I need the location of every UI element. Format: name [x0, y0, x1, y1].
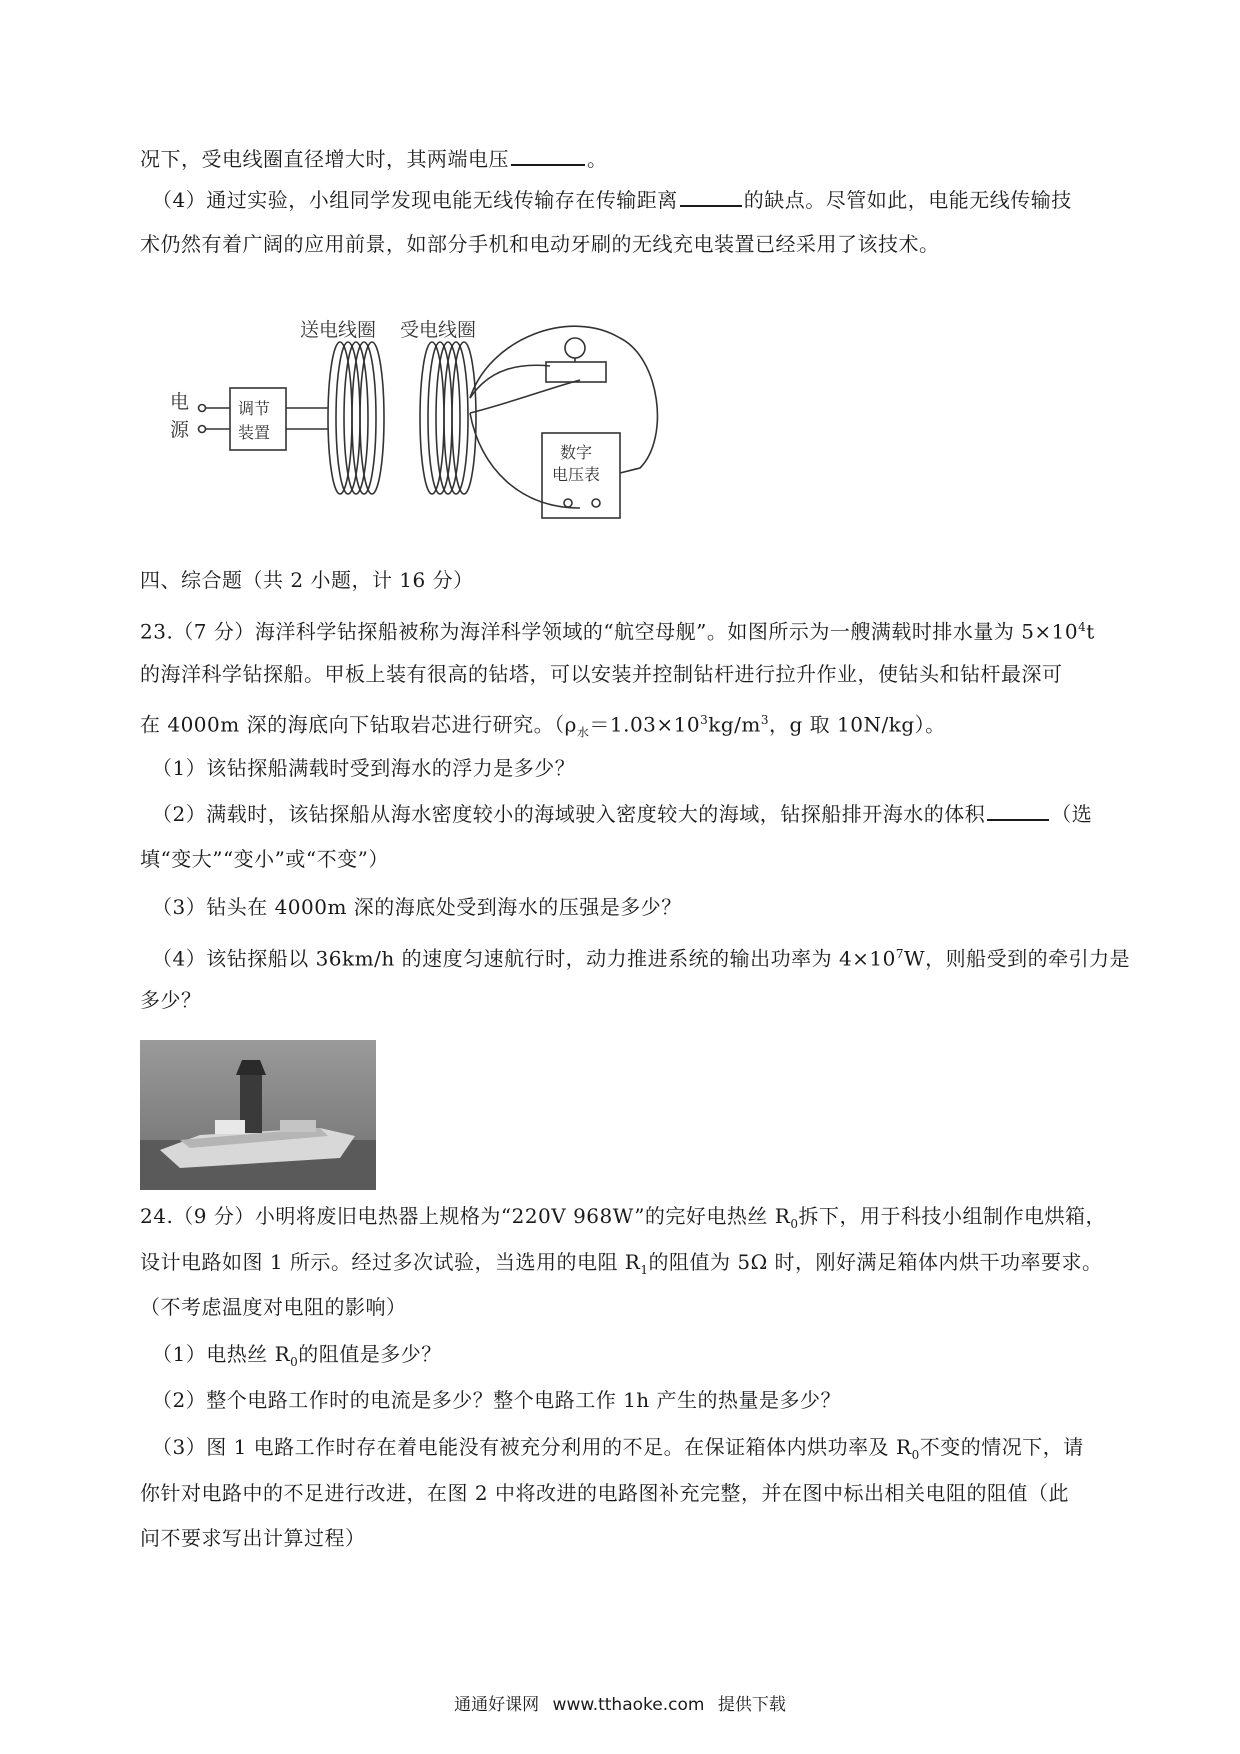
footer-note: 提供下载 — [717, 1695, 786, 1715]
q23-part-3: （3）钻头在 4000m 深的海底处受到海水的压强是多少？ — [152, 895, 682, 919]
answer-blank[interactable] — [511, 146, 585, 166]
q23-part-4: （4）该钻探船以 36km/h 的速度匀速航行时，动力推进系统的输出功率为 $4\times 10^7W$，则船受到的牵引力是 — [152, 946, 1131, 971]
q23-part-1: （1）该钻探船满载时受到海水的浮力是多少？ — [152, 756, 576, 780]
meter-label-1: 数字 — [560, 443, 593, 462]
text-line-2: （4）通过实验，小组同学发现电能无线传输存在传输距离 的缺点。尽管如此，电能无线传输技 — [152, 188, 1072, 212]
power-label-2: 源 — [170, 419, 190, 441]
q23-part-2: （2）满载时，该钻探船从海水密度较小的海域驶入密度较大的海域，钻探船排开海水的体积 （选 — [152, 802, 1093, 826]
text-line-3: 术仍然有着广阔的应用前景，如部分手机和电动牙刷的无线充电装置已经采用了该技术。 — [140, 232, 940, 256]
power-label-1: 电 — [170, 391, 190, 413]
send-coil-label: 送电线圈 — [300, 319, 377, 341]
regulator-label-1: 调节 — [238, 399, 271, 418]
wireless-power-diagram — [150, 318, 720, 533]
q23-line-2: 的海洋科学钻探船。甲板上装有很高的钻塔，可以安装并控制钻杆进行拉升作业，使钻头和钻杆最深可 — [140, 662, 1063, 686]
footer-site: 通通好课网 — [454, 1695, 540, 1715]
q24-part-3-cont-2: 问不要求写出计算过程） — [140, 1526, 366, 1550]
answer-blank[interactable] — [987, 801, 1049, 821]
q24-line-2: 设计电路如图 1 所示。经过多次试验，当选用的电阻 $R_1$的阻值为 5Ω 时，刚好满足箱体内烘干功率要求。 — [140, 1250, 1103, 1277]
q24-line-3: （不考虑温度对电阻的影响） — [140, 1295, 407, 1319]
q23-line-3: 在 4000m 深的海底向下钻取岩芯进行研究。（$\rho_水=1.03\times 10^3kg/m^3$，g 取 10N/kg）。 — [140, 712, 946, 740]
q23-line-1: 23.（7 分）海洋科学钻探船被称为海洋科学领域的“航空母舰”。如图所示为一艘满载时排水量为 $5\times 10^4t$ — [140, 619, 1095, 644]
text-line-1: 况下，受电线圈直径增大时，其两端电压 。 — [140, 147, 608, 171]
recv-coil-label: 受电线圈 — [400, 319, 477, 341]
q23-part-2-cont: 填“变大”“变小”或“不变”） — [140, 847, 389, 871]
q23-part-4-cont: 多少？ — [140, 988, 202, 1012]
q24-part-3-cont-1: 你针对电路中的不足进行改进，在图 2 中将改进的电路图补充完整，并在图中标出相关电阻的阻值（此 — [140, 1481, 1069, 1505]
regulator-label-2: 装置 — [238, 423, 271, 442]
meter-label-2: 电压表 — [552, 465, 601, 484]
q24-part-1: （1）电热丝 $R_0$的阻值是多少？ — [152, 1342, 442, 1369]
footer-url[interactable]: www.tthaoke.com — [552, 1695, 705, 1715]
answer-blank[interactable] — [680, 187, 742, 207]
q24-part-3: （3）图 1 电路工作时存在着电能没有被充分利用的不足。在保证箱体内烘功率及 $R_0$不变的情况下，请 — [152, 1435, 1084, 1462]
page-footer — [0, 1690, 1240, 1715]
section-heading: 四、综合题（共 2 小题，计 16 分） — [140, 568, 474, 592]
q24-part-2: （2）整个电路工作时的电流是多少？整个电路工作 1h 产生的热量是多少？ — [152, 1388, 842, 1412]
q24-line-1: 24.（9 分）小明将废旧电热器上规格为“220V 968W”的完好电热丝 $R_0$拆下，用于科技小组制作电烘箱， — [140, 1204, 1106, 1231]
drilling-ship-photo — [140, 1040, 376, 1190]
